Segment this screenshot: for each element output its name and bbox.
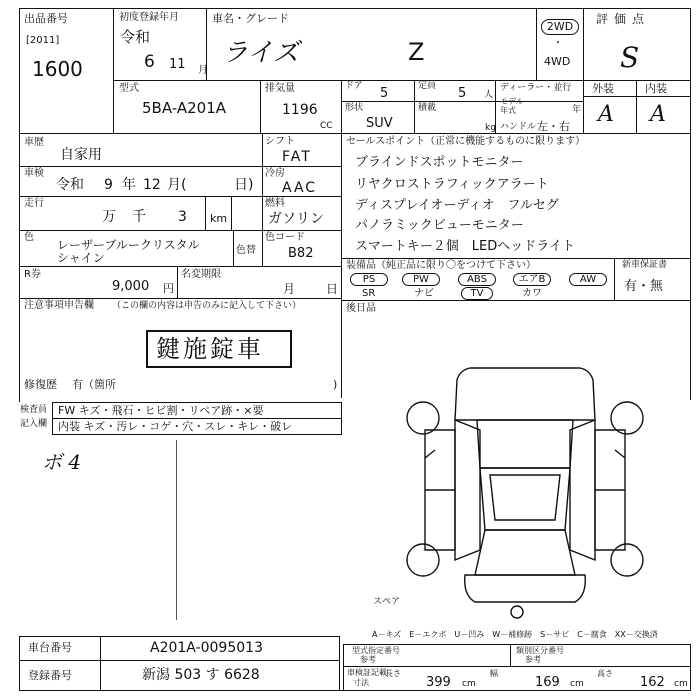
score-label: 評価点 [596,12,651,26]
car-name: ライズ [222,38,299,68]
model-year-label2: 年式 [500,106,516,115]
equip-leather: カワ [522,288,542,299]
exterior-value: A [598,102,614,127]
car-damage-diagram [395,350,655,620]
mileage-man: 万 [102,209,116,225]
history-value: 自家用 [60,147,102,163]
plate-label: 登録番号 [28,669,72,682]
dealer-label: ディーラー・並行 [500,83,572,93]
equip-airbag: エアB [513,273,551,286]
mileage-sen: 千 [132,209,146,225]
width-label: 幅 [490,669,498,678]
height-value: 162 [640,675,665,690]
sales-point-5: スマートキー２個 LEDヘッドライト [355,239,575,254]
inspection-year-unit: 年 [122,177,136,193]
chassis-value: A201A-0095013 [150,640,263,656]
interior-value: A [650,102,666,127]
doors-value: 5 [380,86,389,101]
width-unit: cm [570,679,584,689]
length-label: 長さ [385,669,401,678]
model-year-label1: モデル [500,97,524,106]
plate-value: 新潟 503 す 6628 [142,667,260,683]
type-spec-label: 型式指定番号 [352,646,400,655]
sales-points-label: セールスポイント（正常に機能するものに限ります） [346,136,586,147]
category-ref: 参考 [525,655,541,664]
equip-abs: ABS [458,273,496,286]
name-change-label: 名変期限 [181,269,221,280]
lock-stamp [146,330,292,368]
notes-label: 注意事項申告欄 [24,300,94,311]
notes-sub: （この欄の内容は申告のみに記入して下さい） [112,301,302,311]
lock-stamp-text: 鍵施錠車 [156,335,264,363]
handle-label: ハンドル [500,122,537,132]
door-label: ドア [345,81,363,91]
length-value: 399 [426,675,451,690]
reg-month: 11 [169,57,186,72]
name-change-day: 日 [326,282,339,296]
cert-label-1: 車検証記載 [347,668,387,677]
inspection-label: 車検 [24,168,44,179]
year-unit: 年 [572,105,582,115]
interior-label: 内装 [645,82,667,95]
shift-label: シフト [265,136,295,147]
capacity-label: 定員 [418,81,437,91]
fuel-label: 燃料 [265,198,285,209]
color-code-label: 色コード [265,232,305,243]
capacity-value: 5 [458,86,467,101]
shift-value: FAT [282,149,312,165]
model-label: 型式 [119,83,139,94]
drive-2wd: 2WD [541,19,579,35]
spare-label: スペア [373,597,401,607]
shape-label: 形状 [345,103,364,113]
reg-month-unit: 月 [198,65,208,76]
displacement-value: 1196 [282,102,318,118]
inspection-year: 9 [104,177,113,193]
equip-ps: PS [350,273,388,286]
load-label: 積載 [418,103,437,113]
rear-items-label: 後日品 [346,303,376,314]
repair-label: 修復歴 [24,378,57,391]
fuel-value: ガソリン [268,211,324,227]
color-name-1: レーザーブルークリスタル [57,238,200,252]
equip-navi: ナビ [414,288,434,299]
warranty-value: 有・無 [624,279,664,294]
model-value: 5BA-A201A [142,99,227,117]
sales-point-4: パノラミックビューモニター [355,218,524,233]
color-name-2: シャイン [57,251,105,265]
height-unit: cm [674,679,688,689]
history-label: 車歴 [24,137,44,148]
displacement-label: 排気量 [265,83,295,94]
color-label: 色 [24,232,34,243]
width-value: 169 [535,675,560,690]
chassis-label: 車台番号 [28,641,72,654]
shape-value: SUV [366,116,393,131]
handwritten-note: ボ 4 [42,450,82,474]
category-label: 類別区分番号 [516,646,564,655]
inspection-era: 令和 [56,177,84,193]
handle-value: 左・右 [537,120,570,133]
ac-label: 冷房 [265,168,285,179]
inspector-label-1: 検査員 [20,405,48,415]
equip-sr: SR [362,288,376,299]
mileage-label: 走行 [24,198,44,209]
inspector-row-2: 内装 キズ・汚レ・コゲ・穴・スレ・キレ・破レ [58,420,293,433]
warranty-label: 新車保証書 [622,260,668,270]
person-unit: 人 [484,90,494,100]
name-change-month: 月 [283,282,296,296]
recycle-value: 9,000 [112,279,150,294]
lot-small: [2011] [26,35,60,46]
inspection-day-unit: 日) [234,177,254,193]
cc-unit: CC [320,121,333,131]
lot-number: 1600 [32,57,83,81]
name-label: 車名・グレード [212,12,289,25]
repair-value: 有（箇所 [72,378,116,391]
damage-legend: A－キズ E－エクボ U－凹み W－補修跡 S－サビ C－腐食 XX－交換済 [372,630,658,639]
inspection-month-unit: 月( [167,177,187,193]
reg-year: 6 [144,52,155,72]
drive-dot: ・ [553,38,563,49]
grade: Z [408,38,425,66]
score-value: S [620,41,640,74]
reg-label: 初度登録年月 [119,12,179,23]
yen-unit: 円 [163,282,174,295]
height-label: 高さ [597,669,613,678]
reg-era: 令和 [120,28,151,46]
km-unit: km [210,212,228,225]
mileage-value: 3 [178,209,187,225]
inspector-row-1: FW キズ・飛石・ヒビ割・リペア跡・×要 [58,404,264,417]
inspection-month: 12 [143,177,161,193]
sales-point-2: リヤクロストラフィックアラート [355,177,549,192]
color-code-value: B82 [288,246,314,261]
type-spec-ref: 参考 [360,655,376,664]
length-unit: cm [462,679,476,689]
sales-point-1: ブラインドスポットモニター [355,155,524,170]
color-change-label: 色替 [236,245,256,256]
cert-label-2: 寸法 [353,678,369,687]
kg-unit: kg [485,123,496,133]
ac-value: AAC [282,180,318,196]
drive-4wd: 4WD [544,55,571,68]
inspector-label-2: 記入欄 [20,419,48,429]
exterior-label: 外装 [592,82,614,95]
repair-close: ) [333,378,338,391]
equip-pw: PW [402,273,440,286]
equipment-label: 装備品（純正品に限り〇をつけて下さい） [346,260,536,271]
equip-aw: AW [569,273,607,286]
lot-label: 出品番号 [24,12,68,25]
sales-point-3: ディスプレイオーディオ フルセグ [355,198,559,213]
recycle-label: R券 [24,269,41,280]
equip-tv: TV [461,287,493,300]
